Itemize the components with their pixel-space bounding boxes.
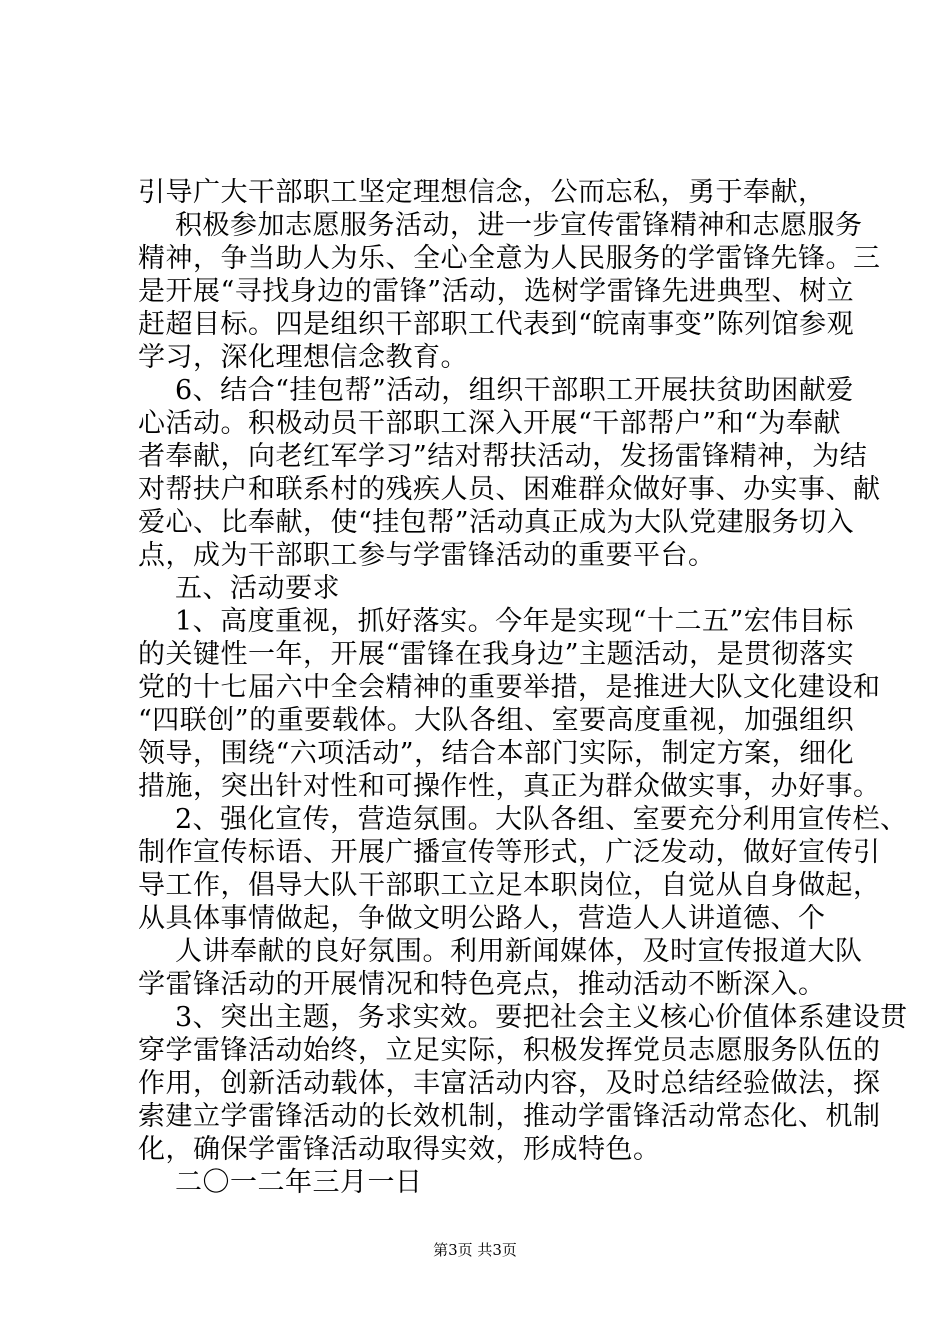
paragraph-line: 措施，突出针对性和可操作性，真正为群众做实事，办好事。 [138,771,881,802]
paragraph-line: 索建立学雷锋活动的长效机制，推动学雷锋活动常态化、机制 [138,1101,881,1132]
paragraph-line: 赶超目标。四是组织干部职工代表到“皖南事变”陈列馆参观 [138,309,855,340]
paragraph-line: 积极参加志愿服务活动，进一步宣传雷锋精神和志愿服务 [175,210,863,241]
paragraph-line: 党的十七届六中全会精神的重要举措，是推进大队文化建设和 [138,672,881,703]
paragraph-line: 化，确保学雷锋活动取得实效，形成特色。 [138,1134,661,1165]
paragraph-line: “四联创”的重要载体。大队各组、室要高度重视，加强组织 [138,705,855,736]
paragraph-line: 制作宣传标语、开展广播宣传等形式，广泛发动，做好宣传引 [138,837,881,868]
document-date: 二〇一二年三月一日 [175,1167,423,1198]
paragraph-line: 爱心、比奉献，使“挂包帮”活动真正成为大队党建服务切入 [138,507,855,538]
paragraph-line: 对帮扶户和联系村的残疾人员、困难群众做好事、办实事、献 [138,474,881,505]
paragraph-line: 是开展“寻找身边的雷锋”活动，选树学雷锋先进典型、树立 [138,276,855,307]
paragraph-line: 6、结合“挂包帮”活动，组织干部职工开展扶贫助困献爱 [175,375,854,406]
paragraph-line: 的关键性一年，开展“雷锋在我身边”主题活动，是贯彻落实 [138,639,855,670]
paragraph-line: 引导广大干部职工坚定理想信念，公而忘私，勇于奉献， [138,177,826,208]
paragraph-line: 点，成为干部职工参与学雷锋活动的重要平台。 [138,540,716,571]
paragraph-line: 1、高度重视，抓好落实。今年是实现“十二五”宏伟目标 [175,606,854,637]
section-heading: 五、活动要求 [175,573,340,604]
paragraph-line: 心活动。积极动员干部职工深入开展“干部帮户”和“为奉献 [138,408,841,439]
paragraph-line: 2、强化宣传，营造氛围。大队各组、室要充分利用宣传栏、 [175,804,908,835]
paragraph-line: 作用，创新活动载体，丰富活动内容，及时总结经验做法，探 [138,1068,881,1099]
paragraph-line: 领导，围绕“六项活动”，结合本部门实际，制定方案，细化 [138,738,855,769]
paragraph-line: 精神，争当助人为乐、全心全意为人民服务的学雷锋先锋。三 [138,243,881,274]
paragraph-line: 3、突出主题，务求实效。要把社会主义核心价值体系建设贯 [175,1002,908,1033]
paragraph-line: 导工作，倡导大队干部职工立足本职岗位，自觉从自身做起， [138,870,881,901]
paragraph-line: 从具体事情做起，争做文明公路人，营造人人讲道德、个 [138,903,826,934]
paragraph-line: 学习，深化理想信念教育。 [138,342,468,373]
page-number-footer: 第3页 共3页 [433,1241,517,1259]
paragraph-line: 者奉献，向老红军学习”结对帮扶活动，发扬雷锋精神，为结 [138,441,868,472]
paragraph-line: 人讲奉献的良好氛围。利用新闻媒体，及时宣传报道大队 [175,936,863,967]
paragraph-line: 穿学雷锋活动始终，立足实际，积极发挥党员志愿服务队伍的 [138,1035,881,1066]
paragraph-line: 学雷锋活动的开展情况和特色亮点，推动活动不断深入。 [138,969,826,1000]
